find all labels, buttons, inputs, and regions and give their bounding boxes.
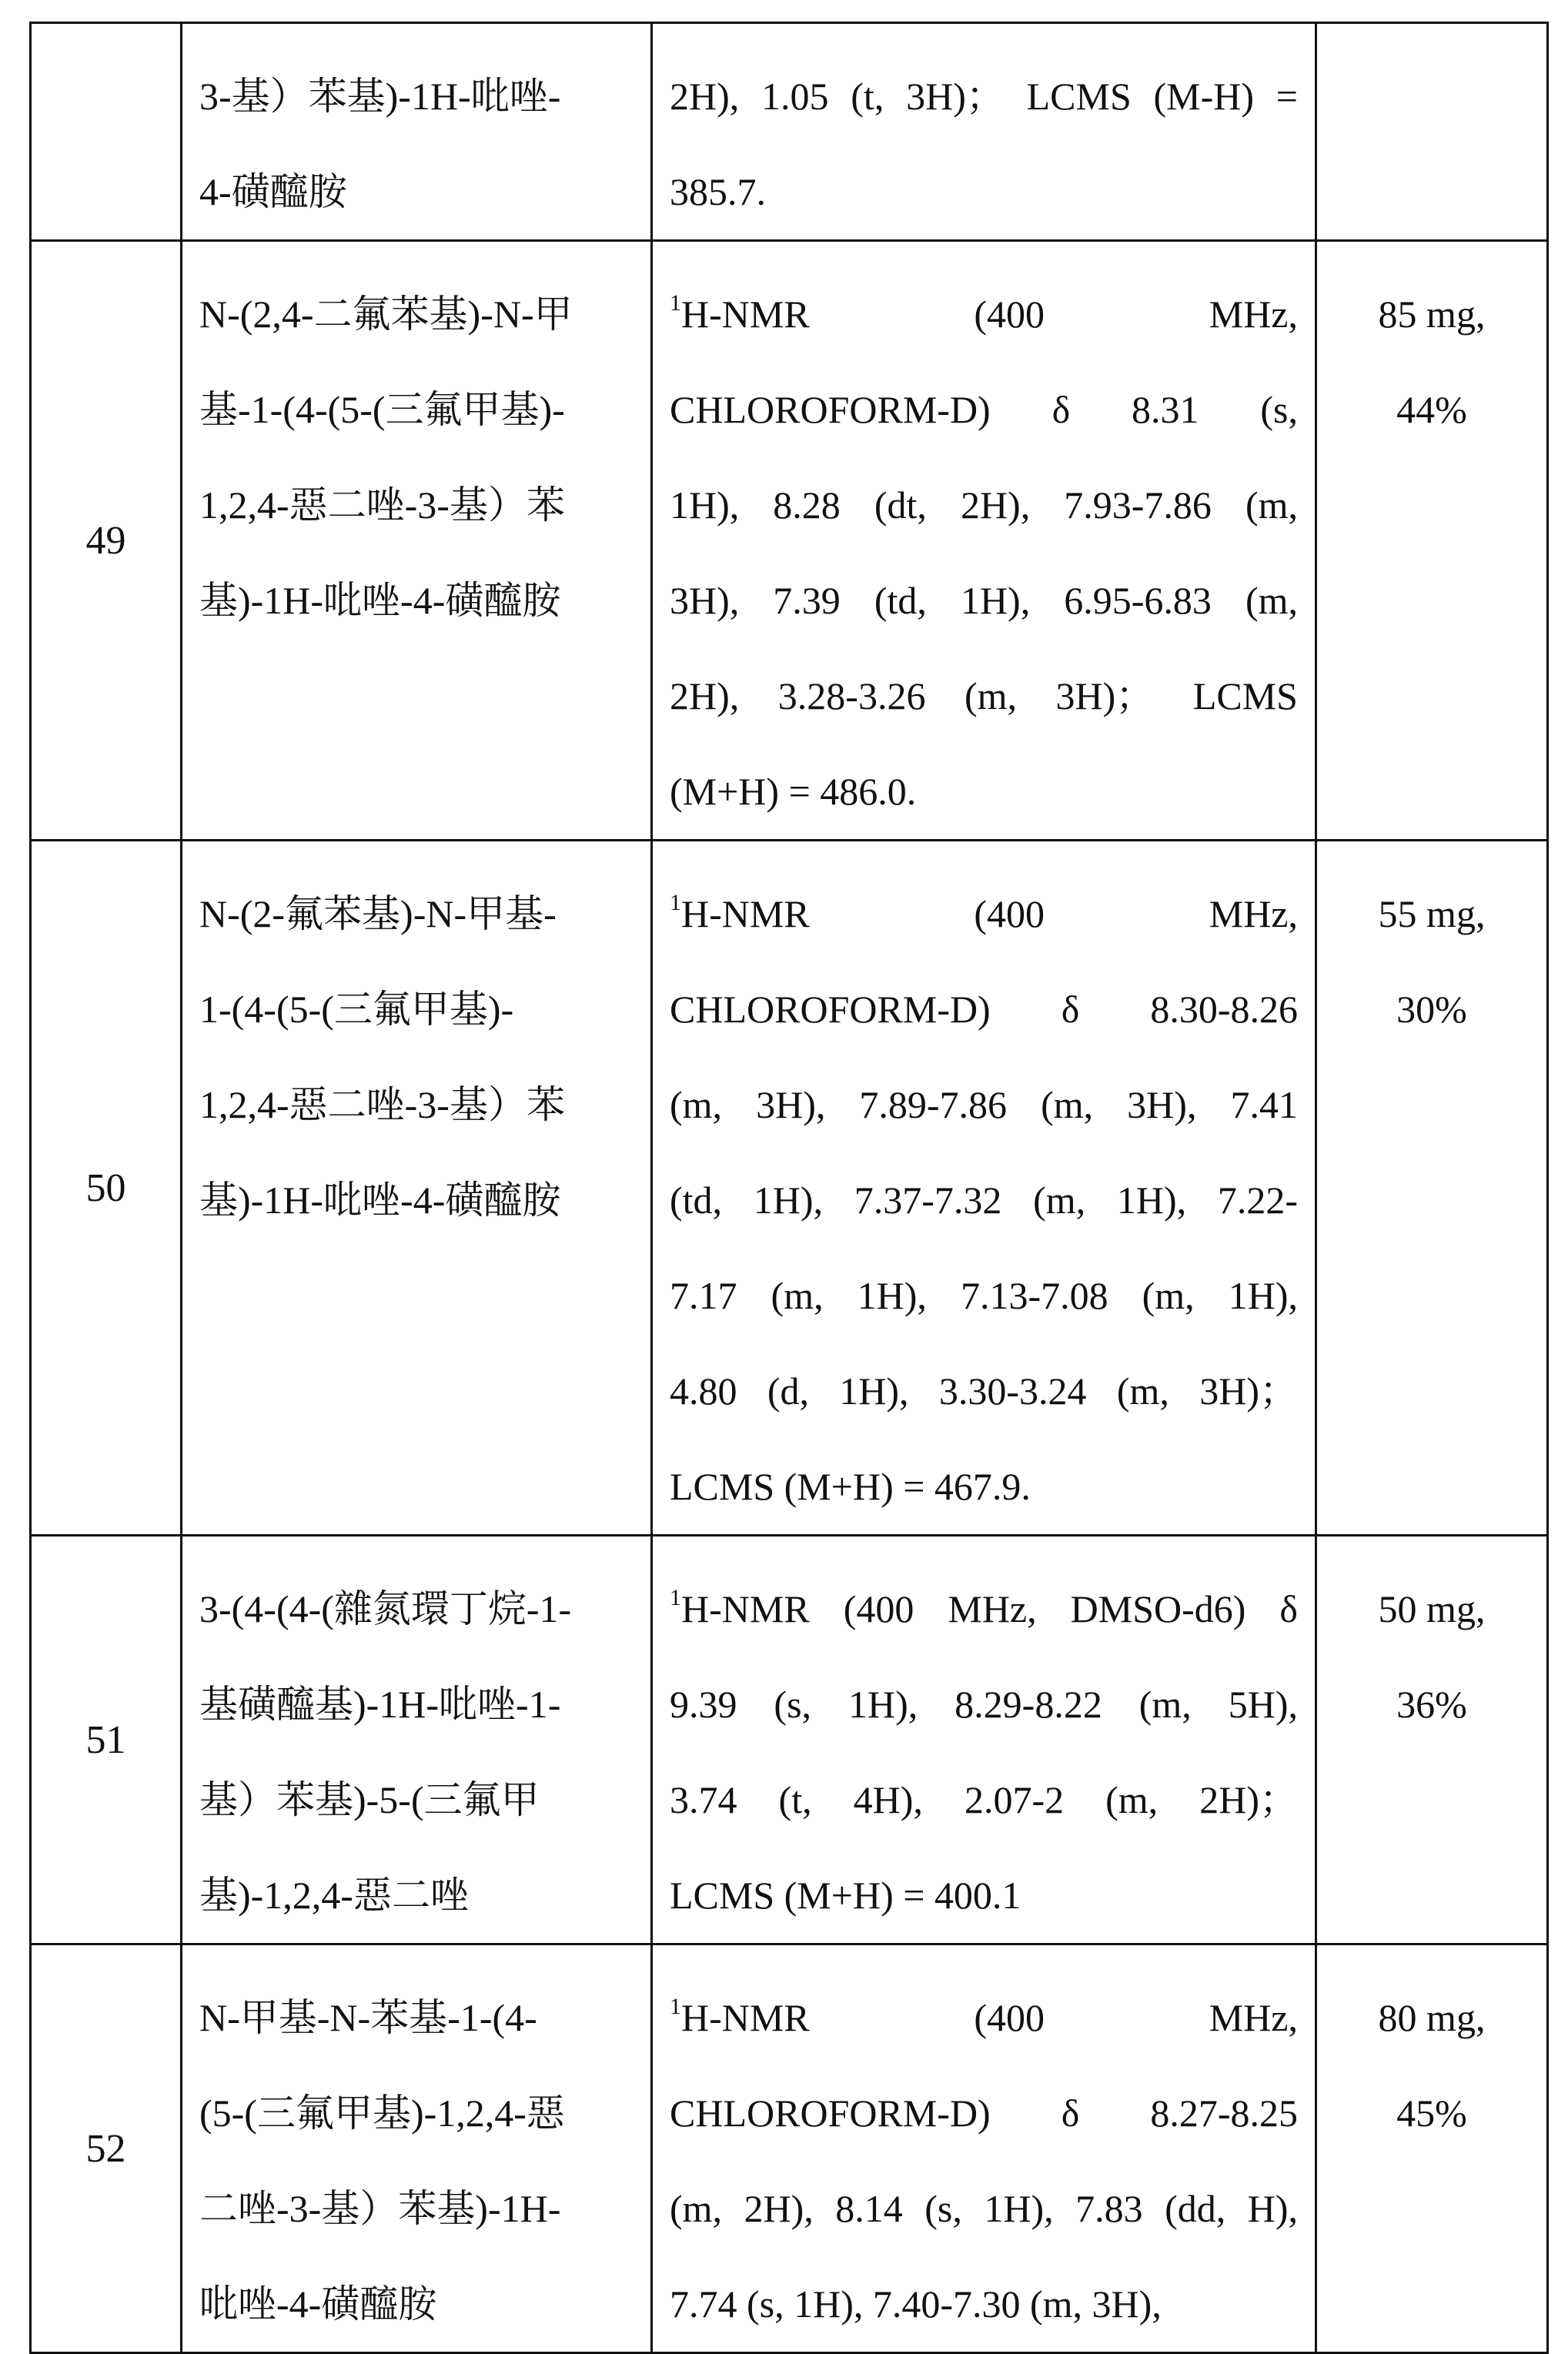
yield-cell xyxy=(1316,1944,1548,2353)
nmr-line: (m, 3H), 7.89-7.86 (m, 3H), 7.41 xyxy=(670,1057,1298,1152)
compound-name-line: 基磺醯基)-1H-吡唑-1- xyxy=(199,1657,634,1752)
nmr-line: 9.39 (s, 1H), 8.29-8.22 (m, 5H), xyxy=(670,1657,1298,1752)
yield-line: 80 mg, xyxy=(1334,1970,1530,2065)
nmr-superscript: 1 xyxy=(670,1585,681,1610)
compound-name-line: N-(2,4-二氟苯基)-N-甲 xyxy=(199,266,634,362)
compound-name-line: 1,2,4-惡二唑-3-基）苯 xyxy=(199,457,634,553)
compound-name-cell xyxy=(182,241,652,841)
nmr-line: 1H-NMR (400 MHz, DMSO-d6) δ xyxy=(670,1561,1298,1657)
nmr-line: 3H), 7.39 (td, 1H), 6.95-6.83 (m, xyxy=(670,553,1298,648)
nmr-data-cell xyxy=(652,841,1316,1536)
yield-cell xyxy=(1316,1536,1548,1944)
nmr-superscript: 1 xyxy=(670,890,681,915)
compound-name-line: N-(2-氟苯基)-N-甲基- xyxy=(199,866,634,961)
compound-number-cell xyxy=(31,841,182,1536)
table-row xyxy=(31,23,1548,241)
nmr-line: CHLOROFORM-D) δ 8.27-8.25 xyxy=(670,2065,1298,2161)
nmr-data-cell xyxy=(652,1944,1316,2353)
nmr-line: 7.17 (m, 1H), 7.13-7.08 (m, 1H), xyxy=(670,1248,1298,1343)
nmr-line: 3.74 (t, 4H), 2.07-2 (m, 2H)； xyxy=(670,1752,1298,1847)
compound-number-cell xyxy=(31,23,182,241)
compound-name-cell xyxy=(182,1944,652,2353)
compound-number: 50 xyxy=(86,1166,126,1210)
compound-name-cell xyxy=(182,841,652,1536)
compound-name-line: 基）苯基)-5-(三氟甲 xyxy=(199,1752,634,1847)
nmr-line: (M+H) = 486.0. xyxy=(670,744,1298,839)
table-row xyxy=(31,1944,1548,2353)
nmr-line: CHLOROFORM-D) δ 8.31 (s, xyxy=(670,362,1298,457)
yield-line: 30% xyxy=(1334,961,1530,1057)
compound-number: 49 xyxy=(86,519,126,563)
yield-line: 85 mg, xyxy=(1334,266,1530,362)
yield-cell xyxy=(1316,841,1548,1536)
compound-number-cell xyxy=(31,241,182,841)
nmr-superscript: 1 xyxy=(670,1994,681,2019)
nmr-line: 385.7. xyxy=(670,144,1298,239)
nmr-data-cell xyxy=(652,23,1316,241)
yield-cell xyxy=(1316,23,1548,241)
yield-line: 44% xyxy=(1334,362,1530,457)
compound-name-line: 3-(4-(4-(雜氮環丁烷-1- xyxy=(199,1561,634,1657)
table-row xyxy=(31,241,1548,841)
compound-data-table xyxy=(29,22,1549,2354)
nmr-line: 4.80 (d, 1H), 3.30-3.24 (m, 3H)； xyxy=(670,1343,1298,1439)
nmr-line: 2H), 1.05 (t, 3H)； LCMS (M-H) = xyxy=(670,48,1298,144)
nmr-line: 1H-NMR (400 MHz, xyxy=(670,266,1298,362)
compound-name-line: 1-(4-(5-(三氟甲基)- xyxy=(199,961,634,1057)
compound-name-line: N-甲基-N-苯基-1-(4- xyxy=(199,1970,634,2065)
nmr-line: (m, 2H), 8.14 (s, 1H), 7.83 (dd, H), xyxy=(670,2161,1298,2256)
compound-name-line: 3-基）苯基)-1H-吡唑- xyxy=(199,48,634,144)
compound-number: 51 xyxy=(86,1718,126,1762)
table-row xyxy=(31,841,1548,1536)
compound-name-line: 1,2,4-惡二唑-3-基）苯 xyxy=(199,1057,634,1152)
nmr-line: LCMS (M+H) = 400.1 xyxy=(670,1847,1298,1943)
nmr-line: CHLOROFORM-D) δ 8.30-8.26 xyxy=(670,961,1298,1057)
compound-name-line: (5-(三氟甲基)-1,2,4-惡 xyxy=(199,2065,634,2161)
table-row xyxy=(31,1536,1548,1944)
yield-line: 55 mg, xyxy=(1334,866,1530,961)
compound-number-cell xyxy=(31,1944,182,2353)
nmr-line: (td, 1H), 7.37-7.32 (m, 1H), 7.22- xyxy=(670,1152,1298,1248)
yield-line: 50 mg, xyxy=(1334,1561,1530,1657)
compound-name-line: 基)-1,2,4-惡二唑 xyxy=(199,1847,634,1943)
nmr-line: 7.74 (s, 1H), 7.40-7.30 (m, 3H), xyxy=(670,2256,1298,2352)
compound-name-cell xyxy=(182,23,652,241)
nmr-superscript: 1 xyxy=(670,290,681,316)
nmr-data-cell xyxy=(652,1536,1316,1944)
compound-name-line: 基-1-(4-(5-(三氟甲基)- xyxy=(199,362,634,457)
compound-number-cell xyxy=(31,1536,182,1944)
nmr-line: 1H-NMR (400 MHz, xyxy=(670,1970,1298,2065)
nmr-data-cell xyxy=(652,241,1316,841)
yield-line: 45% xyxy=(1334,2065,1530,2161)
compound-name-cell xyxy=(182,1536,652,1944)
compound-name-line: 4-磺醯胺 xyxy=(199,144,634,239)
nmr-line: 1H), 8.28 (dt, 2H), 7.93-7.86 (m, xyxy=(670,457,1298,553)
compound-name-line: 二唑-3-基）苯基)-1H- xyxy=(199,2161,634,2256)
yield-cell xyxy=(1316,241,1548,841)
yield-line: 36% xyxy=(1334,1657,1530,1752)
compound-name-line: 基)-1H-吡唑-4-磺醯胺 xyxy=(199,1152,634,1248)
nmr-line: 2H), 3.28-3.26 (m, 3H)； LCMS xyxy=(670,648,1298,744)
nmr-line: 1H-NMR (400 MHz, xyxy=(670,866,1298,961)
nmr-line: LCMS (M+H) = 467.9. xyxy=(670,1439,1298,1534)
compound-name-line: 吡唑-4-磺醯胺 xyxy=(199,2256,634,2352)
compound-number: 52 xyxy=(86,2127,126,2171)
compound-name-line: 基)-1H-吡唑-4-磺醯胺 xyxy=(199,553,634,648)
